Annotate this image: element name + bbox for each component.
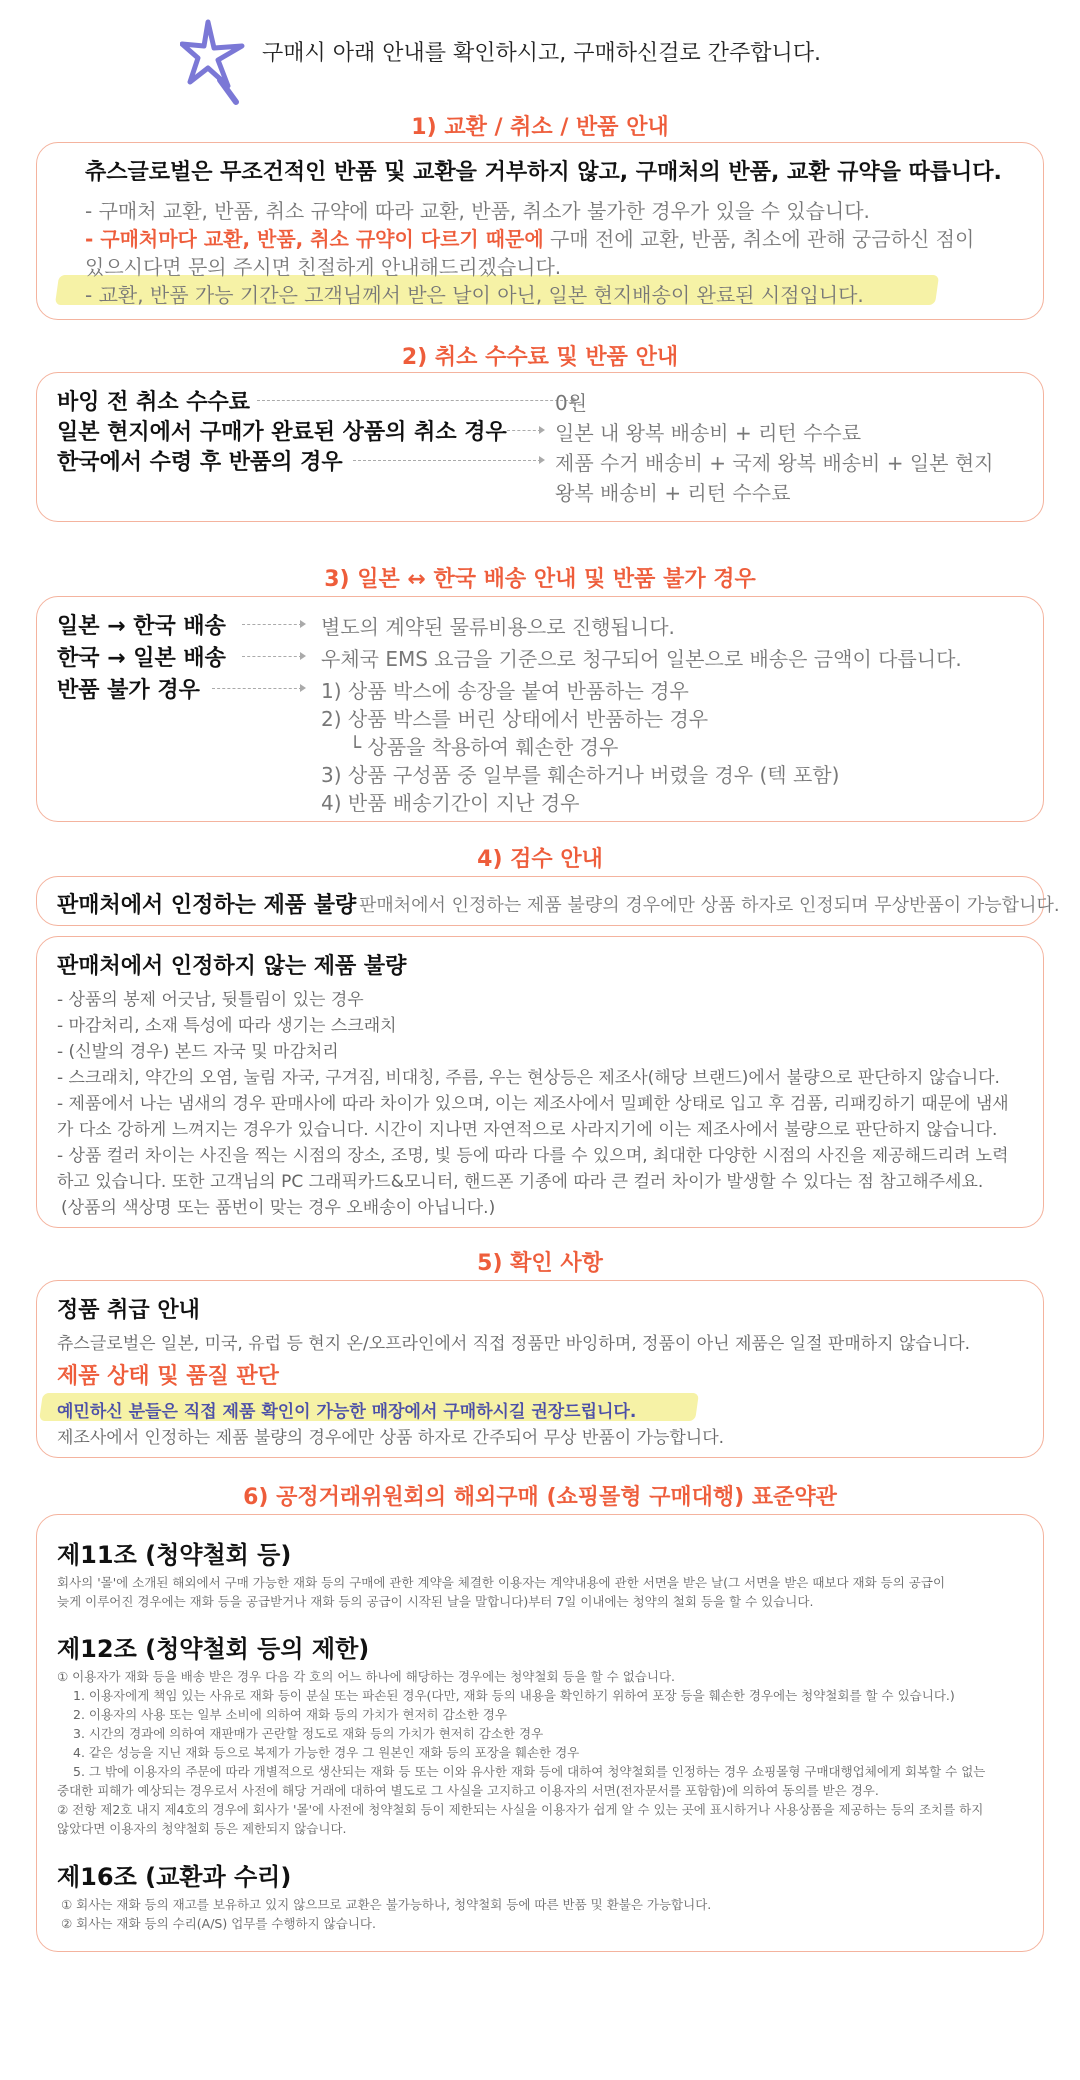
- s1-line-2: [85, 223, 974, 252]
- article-12-line-2: 1. 이용자에게 책임 있는 사유로 재화 등이 분실 또는 파손된 경우(다만, 재화 등의 내용을 확인하기 위하여 포장 등을 훼손한 경우에는 청약철회를 할 수 있습니다.): [73, 1688, 955, 1703]
- article-11-line-2: 늦게 이루어진 경우에는 재화 등을 공급받거나 재화 등의 공급이 시작된 날을 말합니다)부터 7일 이내에는 청약의 철회 등을 할 수 있습니다.: [57, 1594, 814, 1609]
- s2-row-2-label: 일본 현지에서 구매가 완료된 상품의 취소 경우: [57, 420, 507, 445]
- leader-line: [242, 624, 302, 625]
- s4-line-5: - 제품에서 나는 냄새의 경우 판매사에 따라 차이가 있으며, 이는 제조사에서 밀폐한 상태로 입고 후 검품, 리패킹하기 때문에 냄새: [57, 1094, 1009, 1114]
- section-1-title: 1) 교환 / 취소 / 반품 안내: [411, 115, 669, 140]
- section-6-title: 6) 공정거래위원회의 해외구매 (쇼핑몰형 구매대행) 표준약관: [243, 1485, 837, 1510]
- section-4-title: 4) 검수 안내: [477, 847, 603, 872]
- section-5-title: 5) 확인 사항: [477, 1251, 603, 1276]
- article-16-line-2: ② 회사는 재화 등의 수리(A/S) 업무를 수행하지 않습니다.: [61, 1916, 376, 1931]
- s1-line-1: - 구매처 교환, 반품, 취소 규약에 따라 교환, 반품, 취소가 불가한 경우가 있을 수 있습니다.: [85, 199, 870, 223]
- section-4-box-2: [36, 936, 1044, 1228]
- s3-item-2: 2) 상품 박스를 버린 상태에서 반품하는 경우: [321, 707, 709, 731]
- s4-line-7: - 상품 컬러 차이는 사진을 찍는 시점의 장소, 조명, 빛 등에 따라 다를 수 있으며, 최대한 다양한 시점의 사진을 제공해드리려 노력: [57, 1146, 1009, 1166]
- section-2-title: 2) 취소 수수료 및 반품 안내: [401, 345, 679, 370]
- s3-row-2-value: 우체국 EMS 요금을 기준으로 청구되어 일본으로 배송은 금액이 다릅니다.: [321, 647, 962, 671]
- s4-line-1: - 상품의 봉제 어긋남, 뒷틀림이 있는 경우: [57, 990, 364, 1010]
- article-11-title: 제11조 (청약철회 등): [57, 1541, 292, 1569]
- s4-line-4: - 스크래치, 약간의 오염, 눌림 자국, 구겨짐, 비대칭, 주름, 우는 현상등은 제조사(해당 브랜드)에서 불량으로 판단하지 않습니다.: [57, 1068, 1000, 1088]
- s4-line-2: - 마감처리, 소재 특성에 따라 생기는 스크래치: [57, 1016, 397, 1036]
- header: [0, 18, 1080, 98]
- section-3-box: [36, 596, 1044, 822]
- s3-row-1-value: 별도의 계약된 물류비용으로 진행됩니다.: [321, 615, 675, 639]
- article-16-line-1: ① 회사는 재화 등의 재고를 보유하고 있지 않으므로 교환은 불가능하나, 청약철회 등에 따른 반품 및 환불은 가능합니다.: [61, 1897, 712, 1912]
- s4-box1-text: 판매처에서 인정하는 제품 불량의 경우에만 상품 하자로 인정되며 무상반품이 가능합니다.: [359, 895, 1060, 916]
- header-notice: 구매시 아래 안내를 확인하시고, 구매하신걸로 간주합니다.: [262, 41, 822, 66]
- s1-line-2-rest: 구매 전에 교환, 반품, 취소에 관해 궁금하신 점이: [543, 227, 975, 251]
- s4-line-3: - (신발의 경우) 본드 자국 및 마감처리: [57, 1042, 339, 1062]
- section-1-box: [36, 142, 1044, 320]
- s4-box2-label: 판매처에서 인정하지 않는 제품 불량: [57, 954, 407, 979]
- section-3-title: 3) 일본 ↔ 한국 배송 안내 및 반품 불가 경우: [324, 567, 756, 592]
- s3-item-1: 1) 상품 박스에 송장을 붙여 반품하는 경우: [321, 679, 689, 703]
- s4-box1-label: 판매처에서 인정하는 제품 불량: [57, 893, 357, 918]
- article-12-line-1: ① 이용자가 재화 등을 배송 받은 경우 다음 각 호의 어느 하나에 해당하는 경우에는 청약철회 등을 할 수 없습니다.: [57, 1669, 676, 1684]
- article-16-title: 제16조 (교환과 수리): [57, 1863, 292, 1891]
- s5-text-1: 츄스글로벌은 일본, 미국, 유럽 등 현지 온/오프라인에서 직접 정품만 바잉하며, 정품이 아닌 제품은 일절 판매하지 않습니다.: [57, 1334, 971, 1354]
- s5-text-3: 제조사에서 인정하는 제품 불량의 경우에만 상품 하자로 간주되어 무상 반품이 가능합니다.: [57, 1428, 725, 1448]
- s5-heading-2: 제품 상태 및 품질 판단: [57, 1364, 279, 1389]
- s2-row-3-value-2: 왕복 배송비 + 리턴 수수료: [555, 481, 791, 505]
- star-icon: [180, 18, 250, 108]
- s4-line-9: (상품의 색상명 또는 품번이 맞는 경우 오배송이 아닙니다.): [61, 1198, 496, 1218]
- article-12-line-8: ② 전항 제2호 내지 제4호의 경우에 회사가 '몰'에 사전에 청약철회 등이 제한되는 사실을 이용자가 쉽게 알 수 있는 곳에 표시하거나 사용상품을 제공하는 등의 조치를 하지: [57, 1802, 984, 1817]
- s4-line-8: 하고 있습니다. 또한 고객님의 PC 그래픽카드&모니터, 핸드폰 기종에 따라 큰 컬러 차이가 발생할 수 있다는 점 참고해주세요.: [57, 1172, 984, 1192]
- s4-line-6: 가 다소 강하게 느껴지는 경우가 있습니다. 시간이 지나면 자연적으로 사라지기에 이는 제조사에서 불량으로 판단하지 않습니다.: [57, 1120, 998, 1140]
- section-4-box-1: [36, 876, 1060, 926]
- leader-line: [212, 688, 302, 689]
- s1-line-3: 있으시다면 문의 주시면 친절하게 안내해드리겠습니다.: [85, 255, 562, 279]
- s2-row-1-label: 바잉 전 취소 수수료: [57, 390, 250, 415]
- section-2-box: [36, 372, 1044, 522]
- s2-row-3-value-1: 제품 수거 배송비 + 국제 왕복 배송비 + 일본 현지: [555, 451, 994, 475]
- section-5-box: [36, 1280, 1044, 1458]
- s3-item-2-sub: └ 상품을 착용하여 훼손한 경우: [349, 735, 619, 759]
- s2-row-1-value: 0원: [555, 391, 588, 415]
- article-12-line-6: 5. 그 밖에 이용자의 주문에 따라 개별적으로 생산되는 재화 등 또는 이와 유사한 재화 등에 대하여 청약철회를 인정하는 경우 쇼핑몰형 구매대행업체에게 회복할 수 없는: [73, 1764, 986, 1779]
- s1-lead: 츄스글로벌은 무조건적인 반품 및 교환을 거부하지 않고, 구매처의 반품, 교환 규약을 따릅니다.: [85, 160, 1002, 185]
- s3-item-4: 4) 반품 배송기간이 지난 경우: [321, 791, 580, 815]
- article-12-line-7: 중대한 피해가 예상되는 경우로서 사전에 해당 거래에 대하여 별도로 그 사실을 고지하고 이용자의 서면(전자문서를 포함함)에 의하여 동의를 받은 경우.: [57, 1783, 879, 1798]
- article-12-line-3: 2. 이용자의 사용 또는 일부 소비에 의하여 재화 등의 가치가 현저히 감소한 경우: [73, 1707, 507, 1722]
- s2-row-3-label: 한국에서 수령 후 반품의 경우: [57, 450, 343, 475]
- article-12-line-4: 3. 시간의 경과에 의하여 재판매가 곤란할 정도로 재화 등의 가치가 현저히 감소한 경우: [73, 1726, 544, 1741]
- s3-item-3: 3) 상품 구성품 중 일부를 훼손하거나 버렸을 경우 (텍 포함): [321, 763, 840, 787]
- s1-line-2-emphasis: - 구매처마다 교환, 반품, 취소 규약이 다르기 때문에: [85, 227, 544, 251]
- s3-row-1-label: 일본 → 한국 배송: [57, 614, 226, 639]
- s5-heading-1: 정품 취급 안내: [57, 1298, 200, 1323]
- s5-text-2: 예민하신 분들은 직접 제품 확인이 가능한 매장에서 구매하시길 권장드립니다.: [57, 1402, 637, 1422]
- s1-line-4: - 교환, 반품 가능 기간은 고객님께서 받은 날이 아닌, 일본 현지배송이 완료된 시점입니다.: [85, 283, 864, 307]
- article-12-line-5: 4. 같은 성능을 지닌 재화 등으로 복제가 가능한 경우 그 원본인 재화 등의 포장을 훼손한 경우: [73, 1745, 580, 1760]
- leader-line: [353, 460, 541, 461]
- s2-row-2-value: 일본 내 왕복 배송비 + 리턴 수수료: [555, 421, 862, 445]
- s3-row-2-label: 한국 → 일본 배송: [57, 646, 226, 671]
- s3-row-3-label: 반품 불가 경우: [57, 678, 200, 703]
- article-12-line-9: 않았다면 이용자의 청약철회 등은 제한되지 않습니다.: [57, 1821, 347, 1836]
- leader-line: [257, 400, 573, 401]
- leader-line: [242, 656, 302, 657]
- leader-line: [507, 430, 541, 431]
- article-11-line-1: 회사의 '몰'에 소개된 해외에서 구매 가능한 재화 등의 구매에 관한 계약을 체결한 이용자는 계약내용에 관한 서면을 받은 날(그 서면을 받은 때보다 재화 등의 공급이: [57, 1575, 946, 1590]
- article-12-title: 제12조 (청약철회 등의 제한): [57, 1635, 370, 1663]
- section-6-box: [36, 1514, 1044, 1952]
